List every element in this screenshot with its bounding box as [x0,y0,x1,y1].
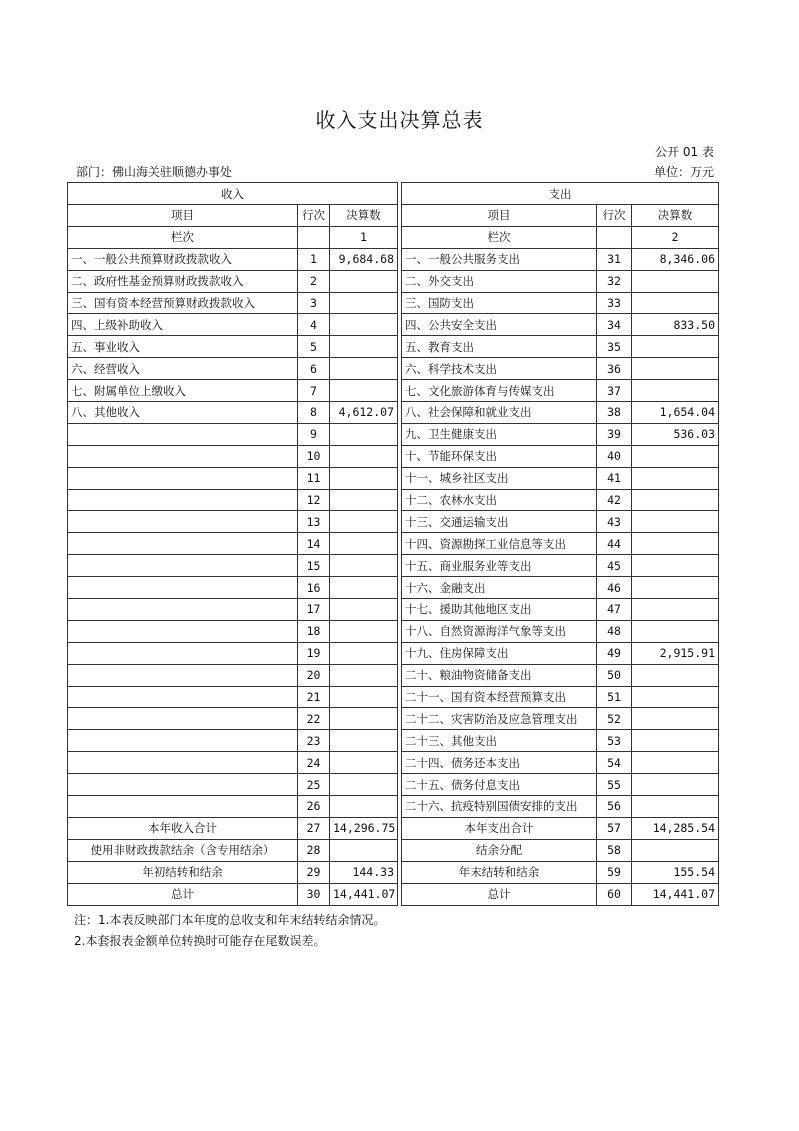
table-row [68,686,719,708]
table-row [68,774,719,796]
table-row [68,445,719,467]
table-row [68,489,719,511]
expense-amount-header: 决算数 [632,205,719,227]
expense-row-no: 60 [597,883,632,905]
income-amount [330,358,398,380]
expense-item-label: 十二、农林水支出 [402,489,597,511]
expense-amount [632,533,719,555]
expense-row-no: 37 [597,380,632,402]
table-row [68,336,719,358]
summary-row [68,839,719,861]
expense-row-no: 32 [597,270,632,292]
income-item-label [68,620,298,642]
unit-label: 单位：万元 [653,165,714,179]
table-row [68,642,719,664]
expense-amount [632,555,719,577]
expense-amount [632,774,719,796]
table-row [68,292,719,314]
expense-item-label: 四、公共安全支出 [402,314,597,336]
income-row-no: 29 [298,861,330,883]
expense-row-no: 36 [597,358,632,380]
income-item-label: 二、政府性基金预算财政拨款收入 [68,270,298,292]
expense-amount [632,599,719,621]
expense-column-label: 栏次 [402,226,597,248]
income-column-index: 1 [330,226,398,248]
income-amount: 144.33 [330,861,398,883]
table-row [68,796,719,818]
expense-item-label: 十四、资源勘探工业信息等支出 [402,533,597,555]
expense-item-label: 十三、交通运输支出 [402,511,597,533]
expense-amount [632,730,719,752]
table-row [68,511,719,533]
expense-row-no: 45 [597,555,632,577]
expense-amount: 536.03 [632,423,719,445]
income-item-label: 六、经营收入 [68,358,298,380]
expense-amount [632,467,719,489]
income-item-label [68,577,298,599]
income-amount [330,336,398,358]
income-item-label: 三、国有资本经营预算财政拨款收入 [68,292,298,314]
expense-amount [632,577,719,599]
income-item-label [68,599,298,621]
expense-amount [632,336,719,358]
expense-row-no: 35 [597,336,632,358]
expense-item-label: 二十三、其他支出 [402,730,597,752]
income-item-label [68,423,298,445]
income-amount [330,752,398,774]
income-amount [330,533,398,555]
expense-row-no: 56 [597,796,632,818]
section-header-row [68,183,719,205]
form-number: 公开 01 表 [655,145,714,159]
expense-item-label: 十九、住房保障支出 [402,642,597,664]
expense-amount: 833.50 [632,314,719,336]
income-item-label [68,642,298,664]
income-row-no: 9 [298,423,330,445]
expense-item-label: 结余分配 [402,839,597,861]
income-item-label: 年初结转和结余 [68,861,298,883]
note-1: 注：1.本表反映部门本年度的总收支和年末结转结余情况。 [74,913,386,927]
income-amount: 14,441.07 [330,883,398,905]
income-item-label [68,533,298,555]
expense-row-no: 39 [597,423,632,445]
expense-item-label: 十六、金融支出 [402,577,597,599]
expense-amount [632,358,719,380]
expense-item-label: 二十五、债务付息支出 [402,774,597,796]
income-amount [330,774,398,796]
summary-row [68,883,719,905]
table-row [68,577,719,599]
income-amount [330,380,398,402]
income-amount [330,555,398,577]
expense-item-label: 十、节能环保支出 [402,445,597,467]
table-row [68,314,719,336]
expense-amount: 14,441.07 [632,883,719,905]
expense-row-no: 52 [597,708,632,730]
income-amount [330,686,398,708]
expense-row-no: 38 [597,402,632,424]
income-amount [330,730,398,752]
income-item-label [68,511,298,533]
expense-row-no: 40 [597,445,632,467]
income-item-label: 总计 [68,883,298,905]
table-row [68,467,719,489]
expense-row-no: 43 [597,511,632,533]
table-row [68,358,719,380]
expense-amount [632,489,719,511]
income-row-no-header: 行次 [298,205,330,227]
expense-row-no: 54 [597,752,632,774]
expense-item-label: 本年支出合计 [402,817,597,839]
income-amount [330,270,398,292]
income-amount [330,467,398,489]
income-row-no: 6 [298,358,330,380]
income-item-label [68,555,298,577]
income-row-no: 21 [298,686,330,708]
table-row [68,380,719,402]
income-row-no: 23 [298,730,330,752]
expense-amount [632,445,719,467]
expense-row-no: 50 [597,664,632,686]
table-row [68,402,719,424]
income-item-label: 七、附属单位上缴收入 [68,380,298,402]
income-amount-header: 决算数 [330,205,398,227]
table-row [68,555,719,577]
expense-amount [632,664,719,686]
expense-item-header: 项目 [402,205,597,227]
expense-amount: 8,346.06 [632,248,719,270]
expense-amount [632,752,719,774]
income-row-no: 13 [298,511,330,533]
income-row-no: 15 [298,555,330,577]
income-item-label [68,686,298,708]
table-row [68,270,719,292]
expense-item-label: 十一、城乡社区支出 [402,467,597,489]
income-amount [330,599,398,621]
income-item-label [68,467,298,489]
expense-amount [632,292,719,314]
income-item-label [68,664,298,686]
expense-row-no: 48 [597,620,632,642]
expense-amount [632,686,719,708]
income-item-label [68,708,298,730]
empty-cell [597,226,632,248]
income-row-no: 16 [298,577,330,599]
expense-item-label: 十五、商业服务业等支出 [402,555,597,577]
income-column-label: 栏次 [68,226,298,248]
summary-row [68,817,719,839]
income-amount [330,796,398,818]
expense-item-label: 一、一般公共服务支出 [402,248,597,270]
income-row-no: 12 [298,489,330,511]
income-row-no: 14 [298,533,330,555]
expense-amount: 14,285.54 [632,817,719,839]
table-row [68,533,719,555]
income-row-no: 19 [298,642,330,664]
expense-item-label: 总计 [402,883,597,905]
table-row [68,423,719,445]
income-item-label [68,730,298,752]
income-row-no: 17 [298,599,330,621]
expense-row-no: 57 [597,817,632,839]
expense-amount: 155.54 [632,861,719,883]
income-row-no: 11 [298,467,330,489]
table-row [68,620,719,642]
column-header-row [68,205,719,227]
income-item-label [68,445,298,467]
income-row-no: 5 [298,336,330,358]
income-amount [330,708,398,730]
income-row-no: 22 [298,708,330,730]
expense-amount: 2,915.91 [632,642,719,664]
income-row-no: 2 [298,270,330,292]
income-item-label: 本年收入合计 [68,817,298,839]
income-item-label [68,774,298,796]
expense-amount [632,796,719,818]
income-amount: 9,684.68 [330,248,398,270]
summary-row [68,861,719,883]
expense-item-label: 九、卫生健康支出 [402,423,597,445]
expense-row-no: 51 [597,686,632,708]
table-row [68,248,719,270]
expense-item-label: 十八、自然资源海洋气象等支出 [402,620,597,642]
expense-item-label: 七、文化旅游体育与传媒支出 [402,380,597,402]
income-amount [330,620,398,642]
income-row-no: 26 [298,796,330,818]
expense-row-no: 41 [597,467,632,489]
income-amount: 4,612.07 [330,402,398,424]
column-index-row [68,226,719,248]
expense-amount [632,708,719,730]
expense-column-index: 2 [632,226,719,248]
expense-item-label: 二十四、债务还本支出 [402,752,597,774]
income-row-no: 4 [298,314,330,336]
expense-item-label: 二十二、灾害防治及应急管理支出 [402,708,597,730]
expense-row-no: 42 [597,489,632,511]
notes [74,910,385,952]
income-row-no: 7 [298,380,330,402]
expense-amount: 1,654.04 [632,402,719,424]
expense-amount [632,620,719,642]
expense-item-label: 三、国防支出 [402,292,597,314]
expense-row-no: 44 [597,533,632,555]
expense-row-no: 53 [597,730,632,752]
income-row-no: 30 [298,883,330,905]
income-row-no: 27 [298,817,330,839]
expense-row-no: 49 [597,642,632,664]
income-amount [330,642,398,664]
income-row-no: 24 [298,752,330,774]
income-item-label: 八、其他收入 [68,402,298,424]
income-row-no: 1 [298,248,330,270]
expense-item-label: 六、科学技术支出 [402,358,597,380]
expense-item-label: 二、外交支出 [402,270,597,292]
expense-amount [632,270,719,292]
expense-amount [632,839,719,861]
income-item-label [68,489,298,511]
expense-item-label: 二十、粮油物资储备支出 [402,664,597,686]
note-2: 2.本套报表金额单位转换时可能存在尾数误差。 [74,934,326,948]
income-amount [330,489,398,511]
expense-row-no: 55 [597,774,632,796]
income-row-no: 28 [298,839,330,861]
expense-amount [632,511,719,533]
income-header: 收入 [68,183,398,205]
page-title: 收入支出决算总表 [315,108,484,132]
income-row-no: 8 [298,402,330,424]
department-label: 部门：佛山海关驻顺德办事处 [76,165,233,179]
expense-row-no: 46 [597,577,632,599]
income-amount [330,664,398,686]
expense-row-no-header: 行次 [597,205,632,227]
table-row [68,752,719,774]
expense-row-no: 34 [597,314,632,336]
income-row-no: 10 [298,445,330,467]
empty-cell [298,226,330,248]
income-row-no: 18 [298,620,330,642]
income-amount [330,292,398,314]
expense-row-no: 33 [597,292,632,314]
income-item-label [68,752,298,774]
expense-row-no: 31 [597,248,632,270]
income-item-label: 四、上级补助收入 [68,314,298,336]
income-row-no: 3 [298,292,330,314]
income-item-header: 项目 [68,205,298,227]
expense-item-label: 十七、援助其他地区支出 [402,599,597,621]
expense-row-no: 58 [597,839,632,861]
expense-header: 支出 [402,183,719,205]
income-amount [330,839,398,861]
income-amount [330,511,398,533]
income-item-label: 使用非财政拨款结余（含专用结余） [68,839,298,861]
expense-row-no: 59 [597,861,632,883]
expense-item-label: 八、社会保障和就业支出 [402,402,597,424]
income-amount [330,423,398,445]
income-amount [330,577,398,599]
summary-table [67,182,719,906]
income-row-no: 20 [298,664,330,686]
table-row [68,730,719,752]
expense-item-label: 五、教育支出 [402,336,597,358]
table-row [68,708,719,730]
income-row-no: 25 [298,774,330,796]
expense-item-label: 二十六、抗疫特别国债安排的支出 [402,796,597,818]
table-row [68,599,719,621]
table-row [68,664,719,686]
income-amount [330,314,398,336]
expense-row-no: 47 [597,599,632,621]
income-amount [330,445,398,467]
income-item-label: 五、事业收入 [68,336,298,358]
expense-item-label: 年末结转和结余 [402,861,597,883]
income-item-label [68,796,298,818]
expense-item-label: 二十一、国有资本经营预算支出 [402,686,597,708]
expense-amount [632,380,719,402]
income-item-label: 一、一般公共预算财政拨款收入 [68,248,298,270]
income-amount: 14,296.75 [330,817,398,839]
